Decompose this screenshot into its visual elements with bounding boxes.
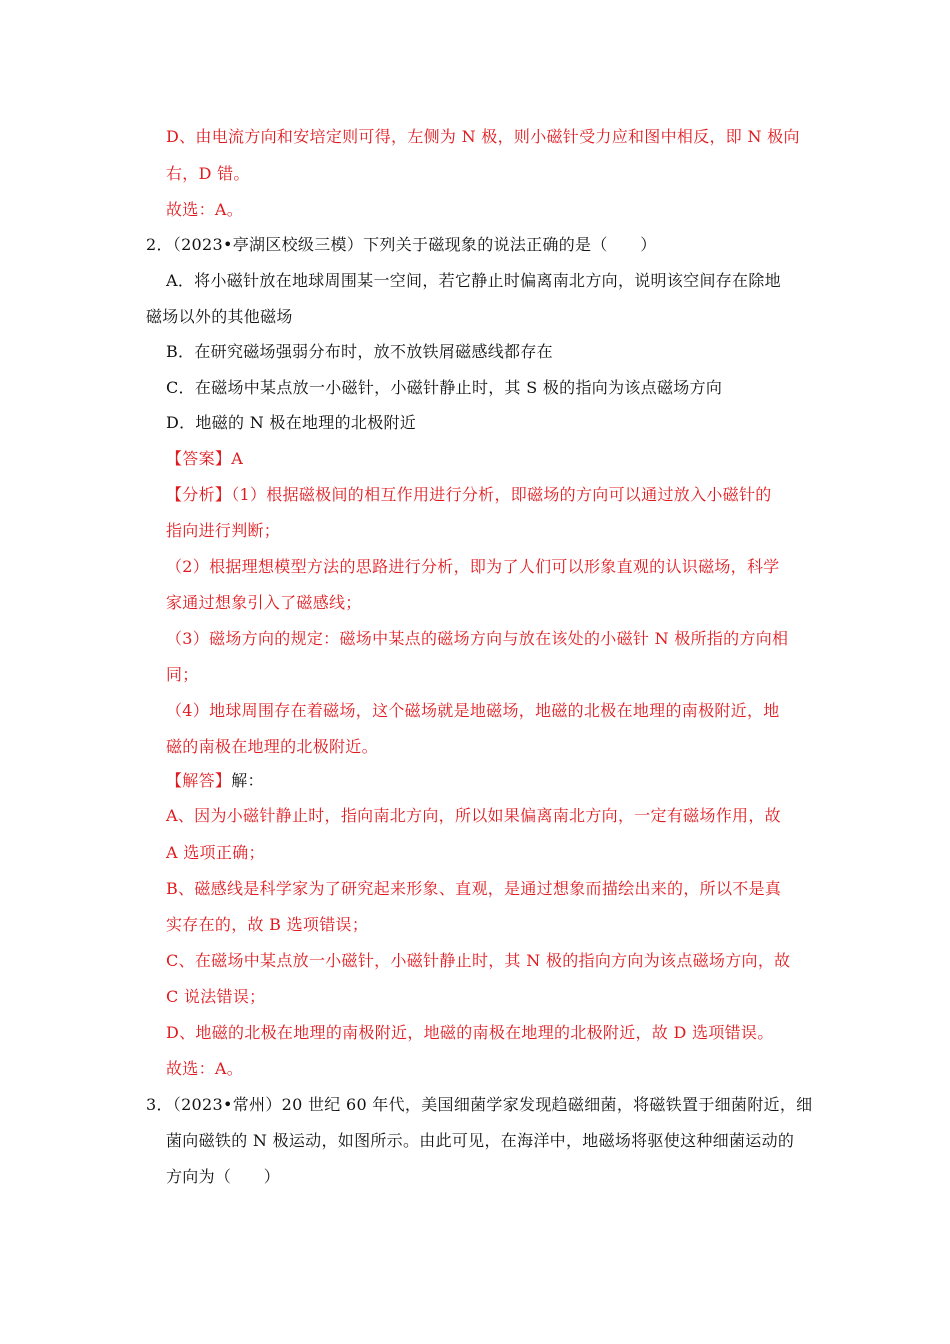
question2-analysis-3-line2: 同； bbox=[166, 665, 199, 684]
question2-option-b: B．在研究磁场强弱分布时，放不放铁屑磁感线都存在 bbox=[166, 342, 553, 361]
question2-analysis-1-line2: 指向进行判断； bbox=[166, 521, 281, 540]
question2-analysis-4-line2: 磁的南极在地理的北极附近。 bbox=[166, 737, 378, 756]
solution-label: 解： bbox=[231, 771, 264, 790]
question2-option-a-line1: A．将小磁针放在地球周围某一空间，若它静止时偏离南北方向，说明该空间存在除地 bbox=[166, 271, 781, 290]
question2-solution-d: D、地磁的北极在地理的南极附近，地磁的南极在地理的北极附近，故 D 选项错误。 bbox=[166, 1023, 774, 1042]
question2-analysis-4-line1: （4）地球周围存在着磁场，这个磁场就是地磁场，地磁的北极在地理的南极附近，地 bbox=[166, 701, 780, 720]
question3-stem-line3: 方向为（ ） bbox=[166, 1167, 281, 1186]
question2-option-c: C．在磁场中某点放一小磁针，小磁针静止时，其 S 极的指向为该点磁场方向 bbox=[166, 378, 723, 397]
question2-solution-b-line2: 实存在的，故 B 选项错误； bbox=[166, 915, 369, 934]
question2-stem: 2．（2023•亭湖区校级三模）下列关于磁现象的说法正确的是（ ） bbox=[146, 235, 657, 254]
question2-analysis-2-line2: 家通过想象引入了磁感线； bbox=[166, 593, 362, 612]
question2-option-a-line2: 磁场以外的其他磁场 bbox=[146, 307, 293, 326]
question3-stem-line1: 3．（2023•常州）20 世纪 60 年代，美国细菌学家发现趋磁细菌，将磁铁置于细菌附近，细 bbox=[146, 1095, 813, 1114]
answer-value: A bbox=[231, 449, 244, 468]
question2-analysis-2-line1: （2）根据理想模型方法的思路进行分析，即为了人们可以形象直观的认识磁场，科学 bbox=[166, 557, 780, 576]
solution-tag: 【解答】 bbox=[166, 771, 232, 790]
question2-answer bbox=[166, 448, 243, 470]
question2-choose: 故选：A。 bbox=[166, 1059, 244, 1078]
question2-option-d: D．地磁的 N 极在地理的北极附近 bbox=[166, 413, 417, 432]
prev-choose: 故选：A。 bbox=[166, 200, 244, 219]
question2-solution-c-line2: C 说法错误； bbox=[166, 987, 266, 1006]
question2-solution-c-line1: C、在磁场中某点放一小磁针，小磁针静止时，其 N 极的指向方向为该点磁场方向，故 bbox=[166, 951, 791, 970]
question2-solution-b-line1: B、磁感线是科学家为了研究起来形象、直观，是通过想象而描绘出来的，所以不是真 bbox=[166, 879, 782, 898]
analysis-tag: 【分析】 bbox=[166, 485, 232, 504]
prev-explanation-d-line2: 右，D 错。 bbox=[166, 164, 250, 183]
question2-solution-a-line1: A、因为小磁针静止时，指向南北方向，所以如果偏离南北方向，一定有磁场作用，故 bbox=[166, 806, 781, 825]
question3-stem-line2: 菌向磁铁的 N 极运动，如图所示。由此可见，在海洋中，地磁场将驱使这种细菌运动的 bbox=[166, 1131, 795, 1150]
question2-analysis-1-line1 bbox=[166, 484, 772, 506]
question2-solution-header bbox=[166, 770, 264, 792]
answer-tag: 【答案】 bbox=[166, 449, 232, 468]
analysis-1-text: （1）根据磁极间的相互作用进行分析，即磁场的方向可以通过放入小磁针的 bbox=[231, 485, 772, 504]
question2-solution-a-line2: A 选项正确； bbox=[166, 843, 265, 862]
question2-analysis-3-line1: （3）磁场方向的规定：磁场中某点的磁场方向与放在该处的小磁针 N 极所指的方向相 bbox=[166, 629, 789, 648]
prev-explanation-d-line1: D、由电流方向和安培定则可得，左侧为 N 极，则小磁针受力应和图中相反，即 N 极向 bbox=[166, 127, 800, 146]
